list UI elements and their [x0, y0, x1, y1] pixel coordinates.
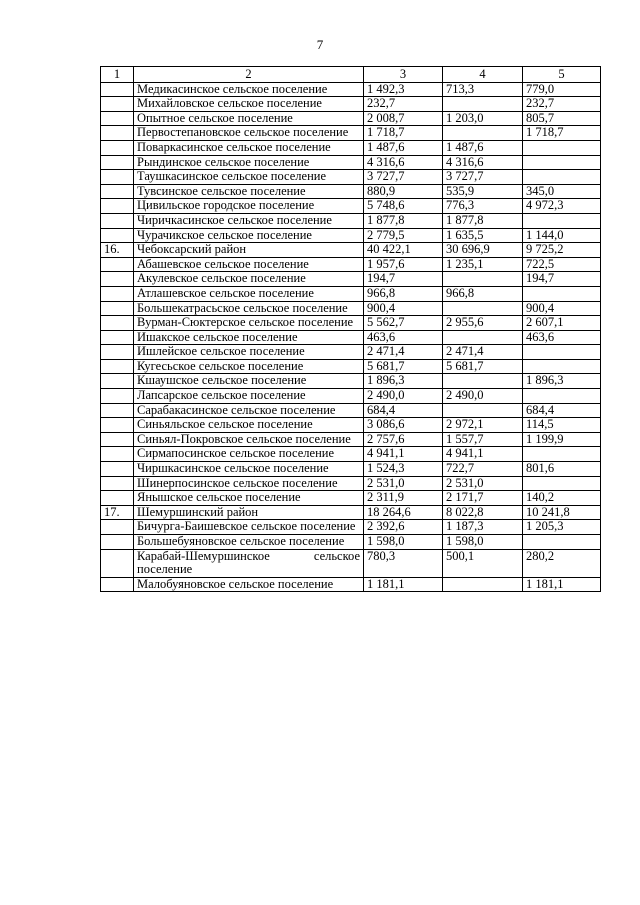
value-col4	[443, 403, 523, 418]
value-col4: 1 187,3	[443, 520, 523, 535]
value-col3: 966,8	[364, 286, 443, 301]
settlement-name: Кугесьское сельское поселение	[134, 359, 364, 374]
value-col4	[443, 97, 523, 112]
value-col5: 114,5	[523, 418, 601, 433]
settlement-name: Ишлейское сельское поселение	[134, 345, 364, 360]
table-row	[101, 491, 601, 506]
value-col3: 2 757,6	[364, 432, 443, 447]
table-row	[101, 140, 601, 155]
table-row	[101, 199, 601, 214]
row-index	[101, 286, 134, 301]
value-col3: 463,6	[364, 330, 443, 345]
table-row	[101, 403, 601, 418]
value-col3: 1 877,8	[364, 213, 443, 228]
row-index	[101, 272, 134, 287]
value-col5	[523, 140, 601, 155]
row-index	[101, 97, 134, 112]
value-col4: 2 955,6	[443, 316, 523, 331]
value-col5	[523, 345, 601, 360]
value-col4: 2 531,0	[443, 476, 523, 491]
value-col3: 1 524,3	[364, 462, 443, 477]
value-col3: 880,9	[364, 184, 443, 199]
row-index	[101, 228, 134, 243]
value-col5: 1 144,0	[523, 228, 601, 243]
table-row	[101, 345, 601, 360]
settlement-name: Рындинское сельское поселение	[134, 155, 364, 170]
value-col5	[523, 170, 601, 185]
table-row	[101, 243, 601, 258]
settlement-name: Акулевское сельское поселение	[134, 272, 364, 287]
value-col4: 713,3	[443, 82, 523, 97]
settlement-name: Атлашевское сельское поселение	[134, 286, 364, 301]
value-col4: 2 972,1	[443, 418, 523, 433]
value-col5: 801,6	[523, 462, 601, 477]
table-row	[101, 213, 601, 228]
value-col4: 2 171,7	[443, 491, 523, 506]
value-col3: 5 748,6	[364, 199, 443, 214]
value-col3: 2 008,7	[364, 111, 443, 126]
row-index	[101, 374, 134, 389]
value-col5	[523, 155, 601, 170]
value-col4: 500,1	[443, 549, 523, 577]
value-col4	[443, 301, 523, 316]
settlement-name: Кшаушское сельское поселение	[134, 374, 364, 389]
settlement-name: Малобуяновское сельское поселение	[134, 577, 364, 592]
table-row	[101, 111, 601, 126]
value-col3: 4 316,6	[364, 155, 443, 170]
value-col3: 1 181,1	[364, 577, 443, 592]
settlement-name: Бичурга-Баишевское сельское поселение	[134, 520, 364, 535]
value-col3: 40 422,1	[364, 243, 443, 258]
value-col3: 5 681,7	[364, 359, 443, 374]
table-row	[101, 418, 601, 433]
value-col4: 1 635,5	[443, 228, 523, 243]
value-col4: 2 471,4	[443, 345, 523, 360]
value-col4: 1 487,6	[443, 140, 523, 155]
value-col4: 1 203,0	[443, 111, 523, 126]
value-col5: 9 725,2	[523, 243, 601, 258]
value-col3: 1 718,7	[364, 126, 443, 141]
settlement-name: Чебоксарский район	[134, 243, 364, 258]
row-index	[101, 535, 134, 550]
settlement-name: Синьял-Покровское сельское поселение	[134, 432, 364, 447]
value-col5	[523, 389, 601, 404]
row-index	[101, 155, 134, 170]
settlement-name: Первостепановское сельское поселение	[134, 126, 364, 141]
value-col3: 1 957,6	[364, 257, 443, 272]
settlement-name: Карабай-Шемуршинское сельское поселение	[134, 549, 364, 577]
row-index	[101, 491, 134, 506]
column-header: 5	[523, 67, 601, 83]
row-index	[101, 170, 134, 185]
settlement-name: Большекатрасьское сельское поселение	[134, 301, 364, 316]
row-index	[101, 403, 134, 418]
settlement-name: Большебуяновское сельское поселение	[134, 535, 364, 550]
header-row	[101, 67, 601, 83]
row-index	[101, 447, 134, 462]
row-index: 17.	[101, 505, 134, 520]
table-row	[101, 476, 601, 491]
page-number: 7	[316, 37, 324, 52]
table-row	[101, 257, 601, 272]
value-col4: 8 022,8	[443, 505, 523, 520]
value-col4: 30 696,9	[443, 243, 523, 258]
settlement-name: Опытное сельское поселение	[134, 111, 364, 126]
table-row	[101, 505, 601, 520]
row-index	[101, 257, 134, 272]
value-col4	[443, 126, 523, 141]
column-header: 2	[134, 67, 364, 83]
value-col5: 10 241,8	[523, 505, 601, 520]
value-col3: 2 779,5	[364, 228, 443, 243]
value-col4: 966,8	[443, 286, 523, 301]
row-index	[101, 213, 134, 228]
row-index	[101, 520, 134, 535]
value-col5: 463,6	[523, 330, 601, 345]
settlement-name: Сарабакасинское сельское поселение	[134, 403, 364, 418]
row-index	[101, 476, 134, 491]
row-index	[101, 359, 134, 374]
value-col3: 684,4	[364, 403, 443, 418]
value-col3: 1 492,3	[364, 82, 443, 97]
value-col5: 4 972,3	[523, 199, 601, 214]
column-header: 3	[364, 67, 443, 83]
value-col5: 900,4	[523, 301, 601, 316]
value-col3: 1 896,3	[364, 374, 443, 389]
settlement-name: Медикасинское сельское поселение	[134, 82, 364, 97]
value-col5: 232,7	[523, 97, 601, 112]
table-row	[101, 286, 601, 301]
table-row	[101, 577, 601, 592]
value-col5: 345,0	[523, 184, 601, 199]
value-col5: 1 896,3	[523, 374, 601, 389]
settlement-name: Шемуршинский район	[134, 505, 364, 520]
row-index	[101, 199, 134, 214]
row-index	[101, 389, 134, 404]
value-col4: 722,7	[443, 462, 523, 477]
row-index	[101, 126, 134, 141]
table-row	[101, 374, 601, 389]
value-col5: 2 607,1	[523, 316, 601, 331]
value-col5	[523, 476, 601, 491]
value-col4: 4 941,1	[443, 447, 523, 462]
settlement-name: Цивильское городское поселение	[134, 199, 364, 214]
value-col4: 3 727,7	[443, 170, 523, 185]
row-index	[101, 549, 134, 577]
value-col3: 1 487,6	[364, 140, 443, 155]
value-col3: 1 598,0	[364, 535, 443, 550]
row-index	[101, 111, 134, 126]
table-row	[101, 170, 601, 185]
table-row	[101, 97, 601, 112]
value-col4: 5 681,7	[443, 359, 523, 374]
settlement-name: Ишакское сельское поселение	[134, 330, 364, 345]
value-col5: 1 181,1	[523, 577, 601, 592]
row-index	[101, 184, 134, 199]
row-index	[101, 345, 134, 360]
row-index	[101, 330, 134, 345]
value-col4: 1 235,1	[443, 257, 523, 272]
settlement-name: Михайловское сельское поселение	[134, 97, 364, 112]
value-col5: 280,2	[523, 549, 601, 577]
table-row	[101, 126, 601, 141]
settlement-name: Чиршкасинское сельское поселение	[134, 462, 364, 477]
column-header: 1	[101, 67, 134, 83]
table-row	[101, 462, 601, 477]
settlement-name: Синьяльское сельское поселение	[134, 418, 364, 433]
settlement-name: Тувсинское сельское поселение	[134, 184, 364, 199]
table-row	[101, 549, 601, 577]
value-col3: 2 490,0	[364, 389, 443, 404]
value-col5: 722,5	[523, 257, 601, 272]
table-row	[101, 535, 601, 550]
value-col5	[523, 286, 601, 301]
value-col4: 535,9	[443, 184, 523, 199]
settlement-name: Сирмапосинское сельское поселение	[134, 447, 364, 462]
table-row	[101, 301, 601, 316]
value-col5	[523, 213, 601, 228]
table-row	[101, 447, 601, 462]
value-col4	[443, 577, 523, 592]
row-index	[101, 140, 134, 155]
column-header: 4	[443, 67, 523, 83]
value-col5	[523, 535, 601, 550]
row-index	[101, 82, 134, 97]
value-col5: 684,4	[523, 403, 601, 418]
table-row	[101, 520, 601, 535]
table-row	[101, 184, 601, 199]
value-col4: 2 490,0	[443, 389, 523, 404]
value-col5: 194,7	[523, 272, 601, 287]
value-col3: 2 471,4	[364, 345, 443, 360]
settlement-name: Таушкасинское сельское поселение	[134, 170, 364, 185]
settlement-name: Янышское сельское поселение	[134, 491, 364, 506]
value-col3: 2 392,6	[364, 520, 443, 535]
value-col4: 1 598,0	[443, 535, 523, 550]
value-col3: 194,7	[364, 272, 443, 287]
table-row	[101, 316, 601, 331]
value-col5: 1 205,3	[523, 520, 601, 535]
settlement-name: Лапсарское сельское поселение	[134, 389, 364, 404]
value-col3: 3 727,7	[364, 170, 443, 185]
settlement-name: Шинерпосинское сельское поселение	[134, 476, 364, 491]
value-col5	[523, 359, 601, 374]
row-index: 16.	[101, 243, 134, 258]
value-col5: 140,2	[523, 491, 601, 506]
table-row	[101, 389, 601, 404]
value-col3: 4 941,1	[364, 447, 443, 462]
table-row	[101, 359, 601, 374]
value-col3: 780,3	[364, 549, 443, 577]
value-col3: 900,4	[364, 301, 443, 316]
value-col5: 1 718,7	[523, 126, 601, 141]
table-row	[101, 82, 601, 97]
settlement-name: Чиричкасинское сельское поселение	[134, 213, 364, 228]
value-col4: 776,3	[443, 199, 523, 214]
value-col4	[443, 272, 523, 287]
settlement-name: Чурачикское сельское поселение	[134, 228, 364, 243]
row-index	[101, 418, 134, 433]
value-col5: 805,7	[523, 111, 601, 126]
value-col4: 4 316,6	[443, 155, 523, 170]
settlement-name: Абашевское сельское поселение	[134, 257, 364, 272]
value-col5: 1 199,9	[523, 432, 601, 447]
value-col4	[443, 374, 523, 389]
table-row	[101, 155, 601, 170]
value-col5	[523, 447, 601, 462]
table-row	[101, 272, 601, 287]
value-col3: 2 531,0	[364, 476, 443, 491]
row-index	[101, 577, 134, 592]
value-col4	[443, 330, 523, 345]
value-col3: 18 264,6	[364, 505, 443, 520]
table-row	[101, 330, 601, 345]
value-col5: 779,0	[523, 82, 601, 97]
value-col3: 5 562,7	[364, 316, 443, 331]
settlement-name: Вурман-Сюктерское сельское поселение	[134, 316, 364, 331]
value-col3: 232,7	[364, 97, 443, 112]
table-row	[101, 228, 601, 243]
value-col3: 3 086,6	[364, 418, 443, 433]
row-index	[101, 301, 134, 316]
row-index	[101, 432, 134, 447]
data-table	[100, 66, 601, 592]
settlement-name: Поваркасинское сельское поселение	[134, 140, 364, 155]
value-col4: 1 877,8	[443, 213, 523, 228]
value-col4: 1 557,7	[443, 432, 523, 447]
value-col3: 2 311,9	[364, 491, 443, 506]
row-index	[101, 462, 134, 477]
row-index	[101, 316, 134, 331]
table-row	[101, 432, 601, 447]
